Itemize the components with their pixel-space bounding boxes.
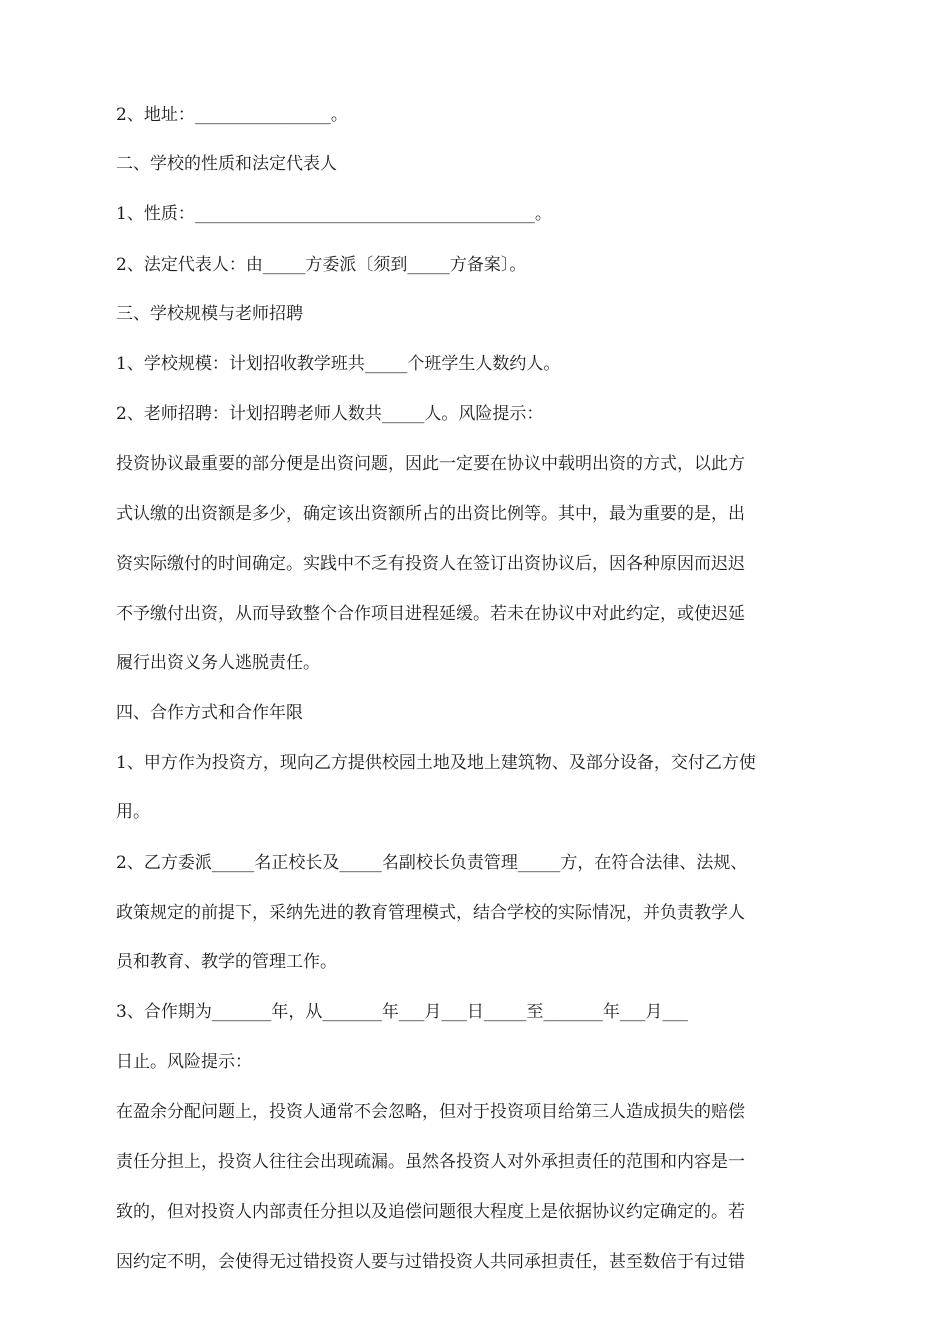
cooperation-term-line-2: 日止。风险提示：	[116, 1052, 252, 1072]
risk-paragraph-1-line-5: 履行出资义务人逃脱责任。	[116, 653, 320, 673]
teacher-recruitment-line: 2、老师招聘：计划招聘老师人数共_____人。风险提示：	[116, 404, 544, 424]
cooperation-term-line-1: 3、合作期为_______年，从_______年___月___日_____至_______年___月___	[116, 1002, 688, 1022]
cooperation-item-2-line-3: 员和教育、教学的管理工作。	[116, 952, 337, 972]
address-line: 2、地址：________________。	[116, 105, 348, 125]
risk-paragraph-1-line-1: 投资协议最重要的部分便是出资问题，因此一定要在协议中载明出资的方式，以此方	[116, 454, 745, 474]
risk-paragraph-1-line-2: 式认缴的出资额是多少，确定该出资额所占的出资比例等。其中，最为重要的是，出	[116, 504, 745, 524]
section-heading-nature: 二、学校的性质和法定代表人	[116, 154, 337, 174]
cooperation-item-2-line-2: 政策规定的前提下，采纳先进的教育管理模式，结合学校的实际情况，并负责教学人	[116, 903, 745, 923]
cooperation-item-1-line-1: 1、甲方作为投资方，现向乙方提供校园土地及地上建筑物、及部分设备，交付乙方使	[116, 753, 756, 773]
school-scale-line: 1、学校规模：计划招收教学班共_____个班学生人数约人。	[116, 354, 561, 374]
cooperation-item-2-line-1: 2、乙方委派_____名正校长及_____名副校长负责管理_____方，在符合法律、法规、	[116, 853, 748, 873]
legal-representative-line: 2、法定代表人：由_____方委派〔须到_____方备案〕。	[116, 255, 527, 275]
section-heading-cooperation: 四、合作方式和合作年限	[116, 703, 303, 723]
risk-paragraph-1-line-4: 不予缴付出资，从而导致整个合作项目进程延缓。若未在协议中对此约定，或使迟延	[116, 604, 745, 624]
risk-paragraph-1-line-3: 资实际缴付的时间确定。实践中不乏有投资人在签订出资协议后，因各种原因而迟迟	[116, 554, 745, 574]
risk-paragraph-2-line-1: 在盈余分配问题上，投资人通常不会忽略，但对于投资项目给第三人造成损失的赔偿	[116, 1102, 745, 1122]
cooperation-item-1-line-2: 用。	[116, 802, 150, 822]
section-heading-scale: 三、学校规模与老师招聘	[116, 304, 303, 324]
risk-paragraph-2-line-3: 致的，但对投资人内部责任分担以及追偿问题很大程度上是依据协议约定确定的。若	[116, 1202, 745, 1222]
risk-paragraph-2-line-4: 因约定不明，会使得无过错投资人要与过错投资人共同承担责任，甚至数倍于有过错	[116, 1252, 745, 1272]
nature-line: 1、性质：________________________________________。	[116, 204, 552, 224]
risk-paragraph-2-line-2: 责任分担上，投资人往往会出现疏漏。虽然各投资人对外承担责任的范围和内容是一	[116, 1152, 745, 1172]
